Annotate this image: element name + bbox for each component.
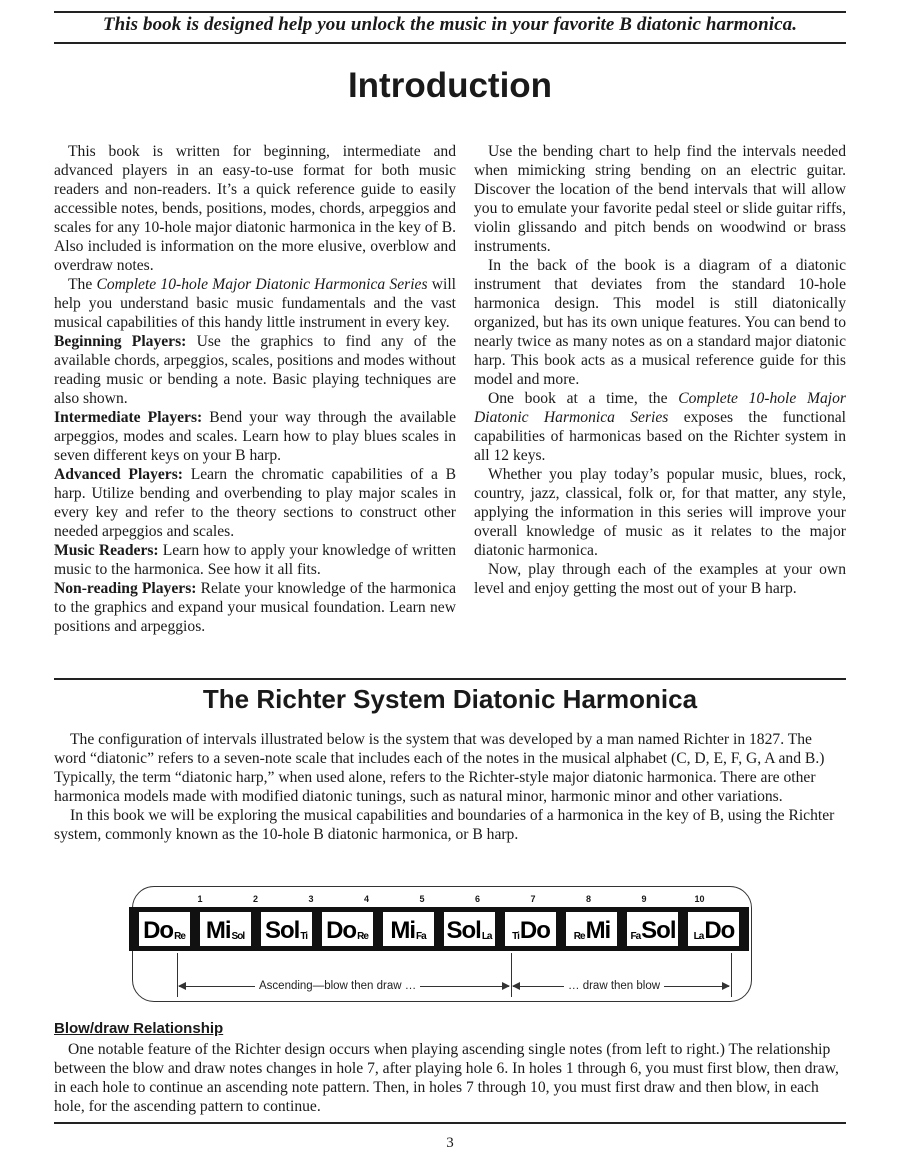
draw-note: La [693,931,704,942]
draw-note: Sol [231,931,245,942]
intermediate-players-label: Intermediate Players: [54,409,203,426]
hole-number: 8 [585,894,591,904]
harmonica-hole-bar [129,907,749,951]
blow-note: Mi [585,917,611,944]
text-span: Bend your way through the available arpeggios, modes and scales. Learn how to play blues scales in seven different keys on your B harp. [54,409,456,464]
music-readers-paragraph [54,541,456,579]
blow-draw-body [54,1040,846,1116]
richter-paragraph: The configuration of intervals illustrated below is the system that was developed by a man named Richter in 1827. The word “diatonic” refers to a seven-note scale that includes each of the notes in the musical alphabet (C, D, E, F, G, A and B.) Typically, the term “diatonic harp,” when used alone, refers to the Richter-style major diatonic harmonica. There are other harmonica models made with modified diatonic tunings, such as natural minor, harmonic minor and other variations. [54,731,825,805]
blow-note: Sol [446,917,481,944]
richter-body [54,730,846,844]
blow-note: Mi [205,917,231,944]
text-span: Relate your knowledge of the harmonica to the graphics and expand your musical foundation. Learn new positions and arpeggios. [54,580,456,635]
harmonica-hole [383,912,434,946]
hole-number: 3 [308,894,314,904]
whether-paragraph: Whether you play today’s popular music, blues, rock, country, jazz, classical, folk or, for that matter, any style, applying the information in this series will improve your overall knowledge of music as it relates to the major diatonic harmonica. [474,466,846,559]
hole-number: 5 [419,894,425,904]
text-span: One book at a time, the [488,390,679,407]
beginning-players-label: Beginning Players: [54,333,187,350]
series-title: Complete 10-hole Major Diatonic Harmonica Series [474,390,846,426]
harmonica-hole [322,912,373,946]
arrow-head-right-icon [722,982,730,990]
non-reading-players-paragraph [54,579,456,636]
text-span: Use the graphics to find any of the available chords, arpeggios, scales, positions and modes without reading music or bending a note. Basic playing techniques are also shown. [54,333,456,407]
range-tick-left [177,953,178,997]
blow-note: Sol [264,917,300,944]
now-paragraph: Now, play through each of the examples at your own level and enjoy getting the most out of your B harp. [474,561,846,597]
harmonica-hole [627,912,678,946]
blow-draw-heading: Blow/draw Relationship [54,1020,224,1037]
bottom-rule [54,1122,846,1124]
harmonica-hole [200,912,251,946]
advanced-players-paragraph [54,465,456,541]
intro-paragraph: This book is written for beginning, intermediate and advanced players in an easy-to-use format for both music readers and non-readers. It’s a quick reference guide to easily accessible notes, bends, positions, modes, chords, arpeggios and scales for any 10-hole major diatonic harmonica in the key of B. Also included is information on the more elusive, overblow and overdraw notes. [54,143,456,274]
banner-bottom-rule [54,42,846,44]
arrow-head-left-icon [512,982,520,990]
blow-note: Do [326,917,357,944]
intro-right-column [474,142,846,598]
blow-note: Do [519,917,550,944]
text-span: The [68,276,97,293]
range-tick-right [731,953,732,997]
music-readers-label: Music Readers: [54,542,159,559]
blow-draw-paragraph: One notable feature of the Richter design occurs when playing ascending single notes (from left to right.) The relationship between the blow and draw notes changes in hole 7, after playing hole 6. In holes 1 through 6, you must first blow, then draw, in each hole to continue an ascending note pattern. Then, in holes 7 through 10, you must first draw and then blow, in each hole, for the ascending pattern to continue. [54,1041,839,1115]
draw-note: Ti [300,931,308,942]
series-paragraph [54,275,456,332]
intermediate-players-paragraph [54,408,456,465]
hole-number: 4 [363,894,369,904]
blow-note: Do [704,917,735,944]
draw-note: Fa [630,931,641,942]
harmonica-hole [261,912,312,946]
draw-note: Fa [416,931,426,942]
text-span: Learn how to apply your knowledge of written music to the harmonica. See how it all fits. [54,542,456,578]
arrow-head-right-icon [502,982,510,990]
bending-paragraph: Use the bending chart to help find the intervals needed when mimicking string bending on an electric guitar. Discover the location of the bend intervals that will allow you to emulate your favorite pedal steel or slide guitar riffs, violin glissando and pitch bends on woodwind or brass instruments. [474,143,846,255]
harmonica-hole [139,912,190,946]
hole-number: 6 [474,894,480,904]
draw-note: Re [357,931,368,942]
harmonica-diagram [132,886,752,1002]
harmonica-hole [444,912,495,946]
text-span: Learn the chromatic capabilities of a B harp. Utilize bending and overbending to play major scales in every key and refer to the theory sections to construct other needed arpeggios and scales. [54,466,456,540]
intro-left-column [54,142,456,636]
top-rule [54,11,846,13]
richter-title: The Richter System Diatonic Harmonica [202,684,698,714]
draw-note: Re [573,931,585,942]
text-span: exposes the functional capabilities of harmonicas based on the Richter system in all 12 keys. [474,409,846,464]
beginning-players-paragraph [54,332,456,408]
draw-note: La [481,931,492,942]
banner-text: This book is designed help you unlock the music in your favorite B diatonic harmonica. [102,14,798,35]
page-number: 3 [446,1135,454,1151]
hole-number: 9 [641,894,647,904]
richter-paragraph: In this book we will be exploring the musical capabilities and boundaries of a harmonica in the key of B, using the Richter system, commonly known as the 10-hole B diatonic harmonica, or B harp. [54,807,835,843]
hole-number: 2 [252,894,258,904]
harmonica-hole [566,912,617,946]
range-tick-mid [511,953,512,997]
advanced-players-label: Advanced Players: [54,466,183,483]
arrow-head-left-icon [178,982,186,990]
hole-number: 1 [197,894,203,904]
non-reading-players-label: Non-reading Players: [54,580,197,597]
harmonica-hole [505,912,556,946]
harmonica-hole [688,912,739,946]
blow-note: Mi [390,917,415,944]
section-rule [54,678,846,680]
blow-then-draw-label: Ascending—blow then draw … [255,980,420,992]
draw-note: Ti [512,931,519,942]
page-title: Introduction [347,66,553,105]
hole-number: 10 [694,894,705,904]
draw-note: Re [174,931,185,942]
hole-numbers [133,894,751,906]
hole-number: 7 [530,894,536,904]
text-span: will help you understand basic music fundamentals and the vast musical capabilities of this handy little instrument in every key. [54,276,456,331]
back-of-book-paragraph: In the back of the book is a diagram of a diatonic instrument that deviates from the standard 10-hole harmonica design. This model is still diatonically organized, but has its own unique features. You can bend to nearly twice as many notes as on a standard major diatonic harp. This book acts as a musical reference guide for this model and more. [474,257,846,388]
series-title: Complete 10-hole Major Diatonic Harmonica Series [96,276,428,293]
blow-note: Sol [641,917,676,944]
one-book-paragraph [474,389,846,465]
blow-note: Do [143,917,174,944]
draw-then-blow-label: … draw then blow [564,980,664,992]
